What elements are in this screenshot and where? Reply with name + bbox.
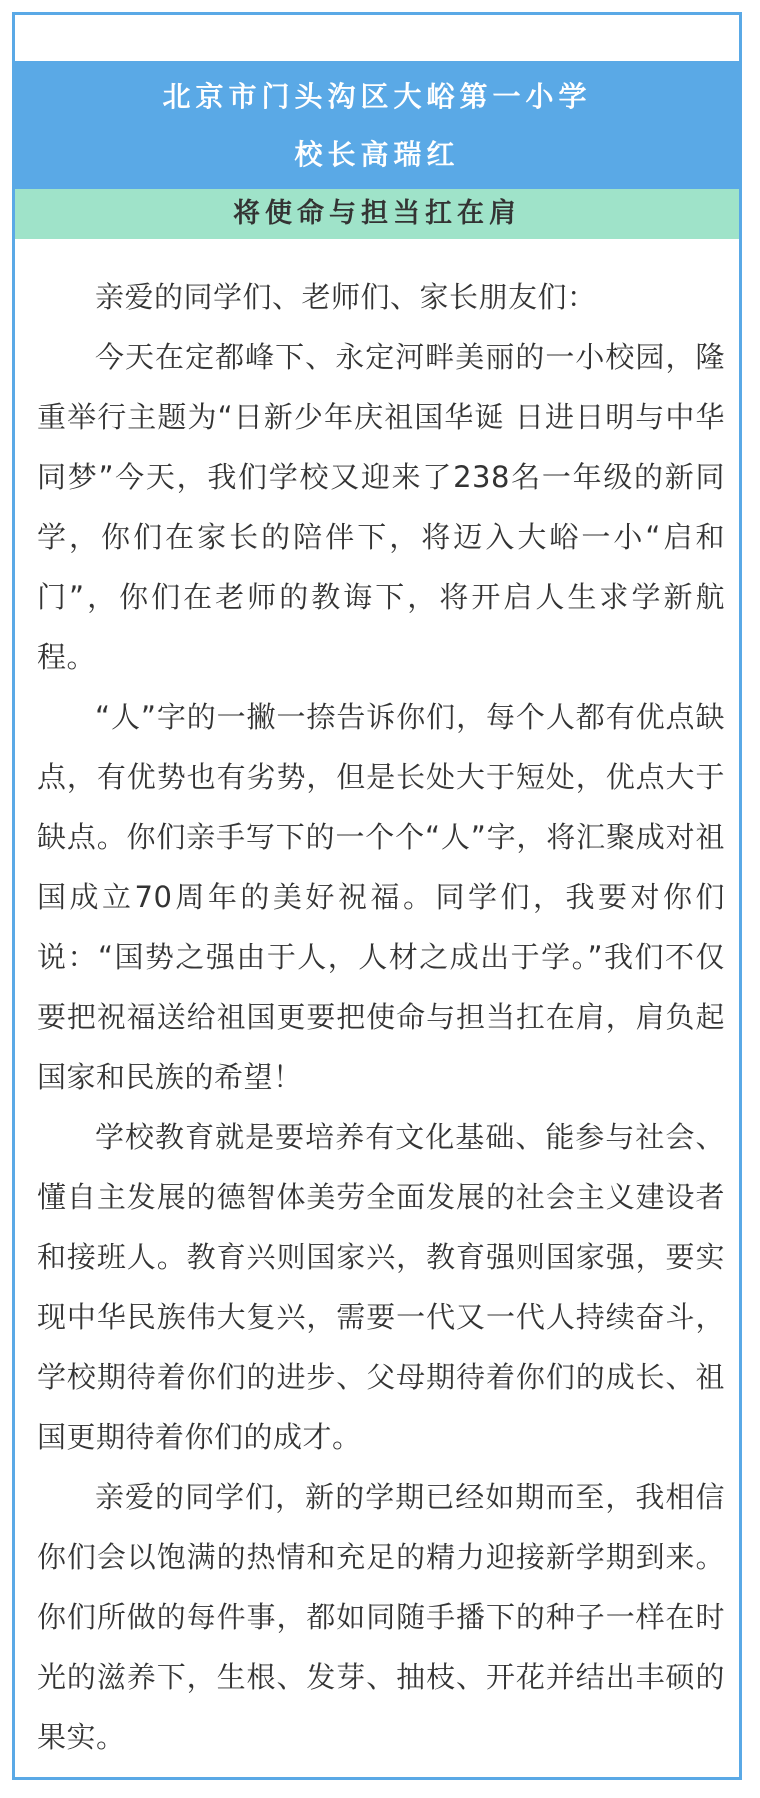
paragraph-3: 学校教育就是要培养有文化基础、能参与社会、懂自主发展的德智体美劳全面发展的社会主义建设者和接班人。教育兴则国家兴，教育强则国家强，要实现中华民族伟大复兴，需要一代又一代人持续奋斗，学校期待着你们的进步、父母期待着你们的成长、祖国更期待着你们的成才。 [37,1120,725,1454]
paragraph-1: 今天在定都峰下、永定河畔美丽的一小校园，隆重举行主题为“日新少年庆祖国华诞 日进日明与中华同梦”今天，我们学校又迎来了238名一年级的新同学，你们在家长的陪伴下，将迈入大峪一小“启和门”，你们在老师的教诲下，将开启人生求学新航程。 [37,340,725,674]
paragraph-4: 亲爱的同学们，新的学期已经如期而至，我相信你们会以饱满的热情和充足的精力迎接新学期到来。你们所做的每件事，都如同随手播下的种子一样在时光的滋养下，生根、发芽、抽枝、开花并结出丰硕的果实。 [37,1480,725,1754]
school-name: 北京市门头沟区大峪第一小学 [162,80,592,113]
article-subtitle: 将使命与担当扛在肩 [15,189,739,239]
paragraph-greeting: 亲爱的同学们、老师们、家长朋友们： [95,280,597,314]
principal-name: 校长高瑞红 [294,138,460,171]
speech-body [37,267,725,1767]
title-band [15,61,739,189]
paragraph-2: “人”字的一撇一捺告诉你们，每个人都有优点缺点，有优势也有劣势，但是长处大于短处，优点大于缺点。你们亲手写下的一个个“人”字，将汇聚成对祖国成立70周年的美好祝福。同学们，我要对你们说：“国势之强由于人，人材之成出于学。”我们不仅要把祝福送给祖国更要把使命与担当扛在肩，肩负起国家和民族的希望！ [37,700,725,1094]
article-frame [12,12,742,1780]
